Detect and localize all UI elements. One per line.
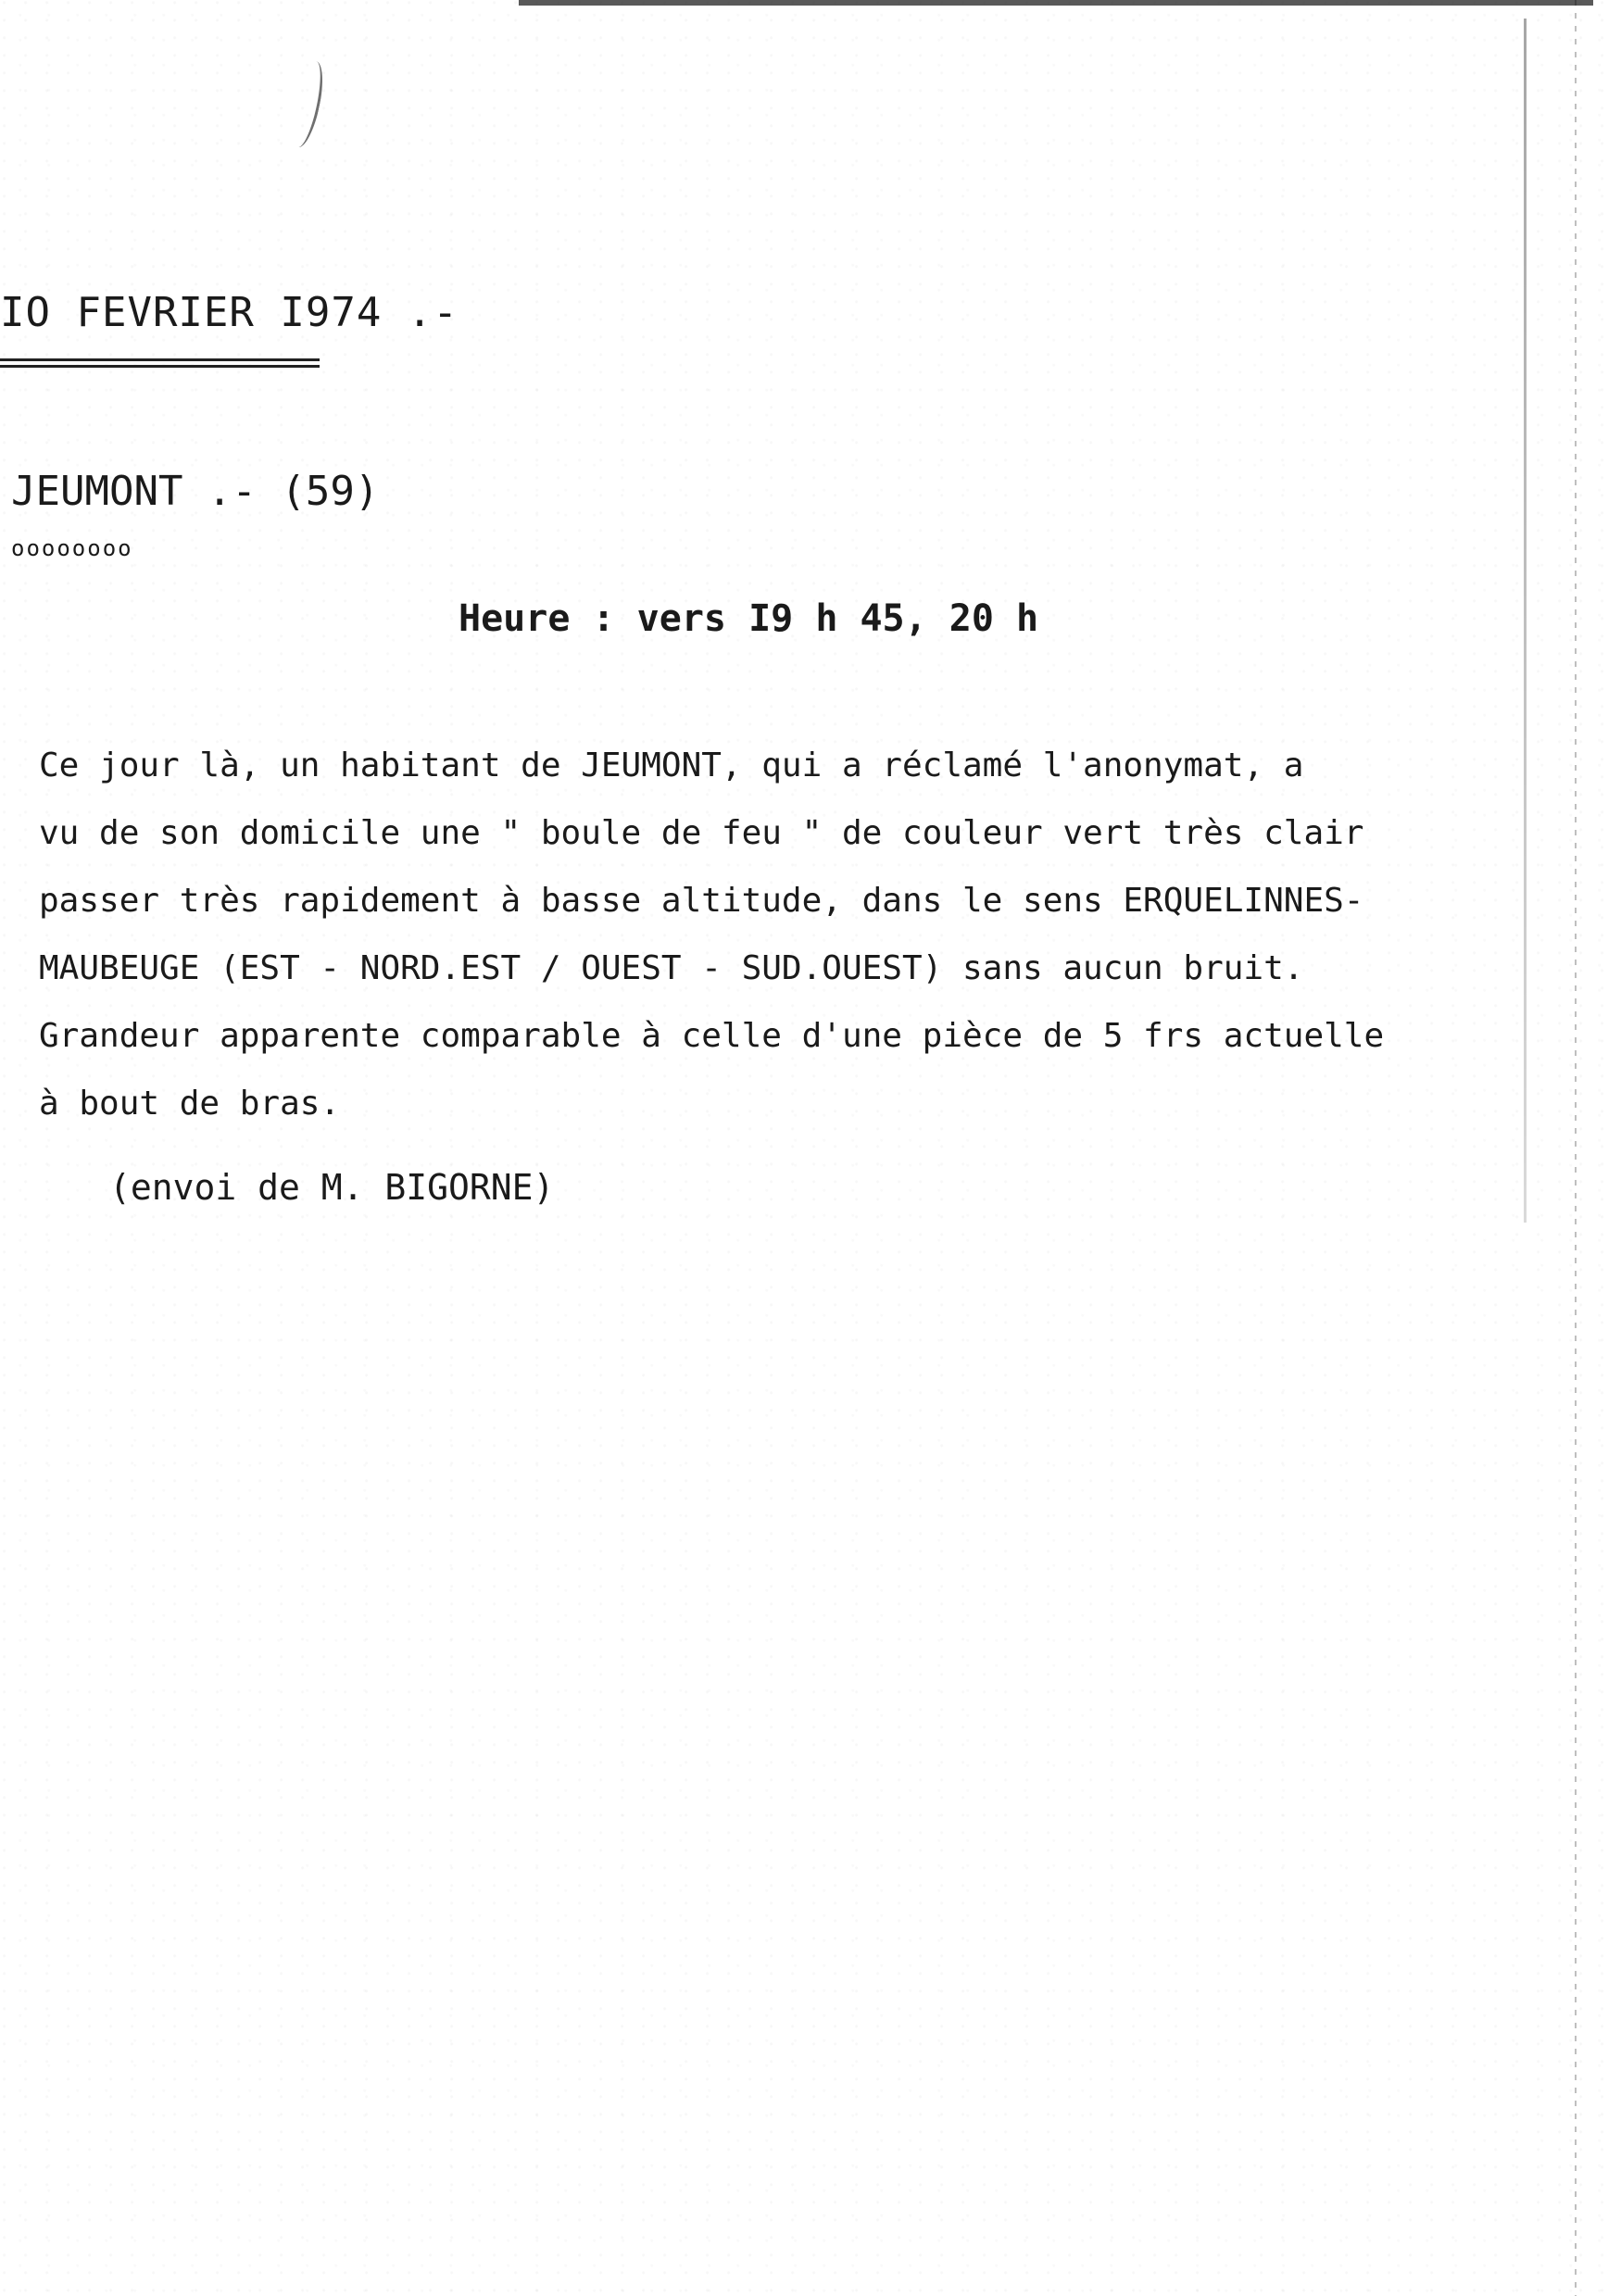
right-edge-line xyxy=(1524,19,1527,1223)
body-line: à bout de bras. xyxy=(39,1085,341,1123)
body-line: passer très rapidement à basse altitude, dans le sens ERQUELINNES- xyxy=(39,882,1364,920)
body-line: Grandeur apparente comparable à celle d'une pièce de 5 frs actuelle xyxy=(39,1017,1385,1055)
sender-note: (envoi de M. BIGORNE) xyxy=(109,1167,555,1208)
body-line: Ce jour là, un habitant de JEUMONT, qui a réclamé l'anonymat, a xyxy=(39,747,1304,784)
top-edge-rule xyxy=(519,0,1593,6)
body-line: vu de son domicile une " boule de feu " de couleur vert très clair xyxy=(39,814,1364,852)
body-line: MAUBEUGE (EST - NORD.EST / OUEST - SUD.OUEST) sans aucun bruit. xyxy=(39,949,1304,987)
date-double-underline xyxy=(0,358,320,368)
time-line: Heure : vers I9 h 45, 20 h xyxy=(459,597,1039,640)
report-body xyxy=(39,732,1521,1137)
place-underline: oooooooo xyxy=(11,535,133,561)
pen-mark xyxy=(285,58,328,150)
place-heading: JEUMONT .- (59) xyxy=(11,468,380,515)
right-edge-dotted-line xyxy=(1575,0,1577,2296)
date-heading: IO FEVRIER I974 .- xyxy=(0,289,459,336)
